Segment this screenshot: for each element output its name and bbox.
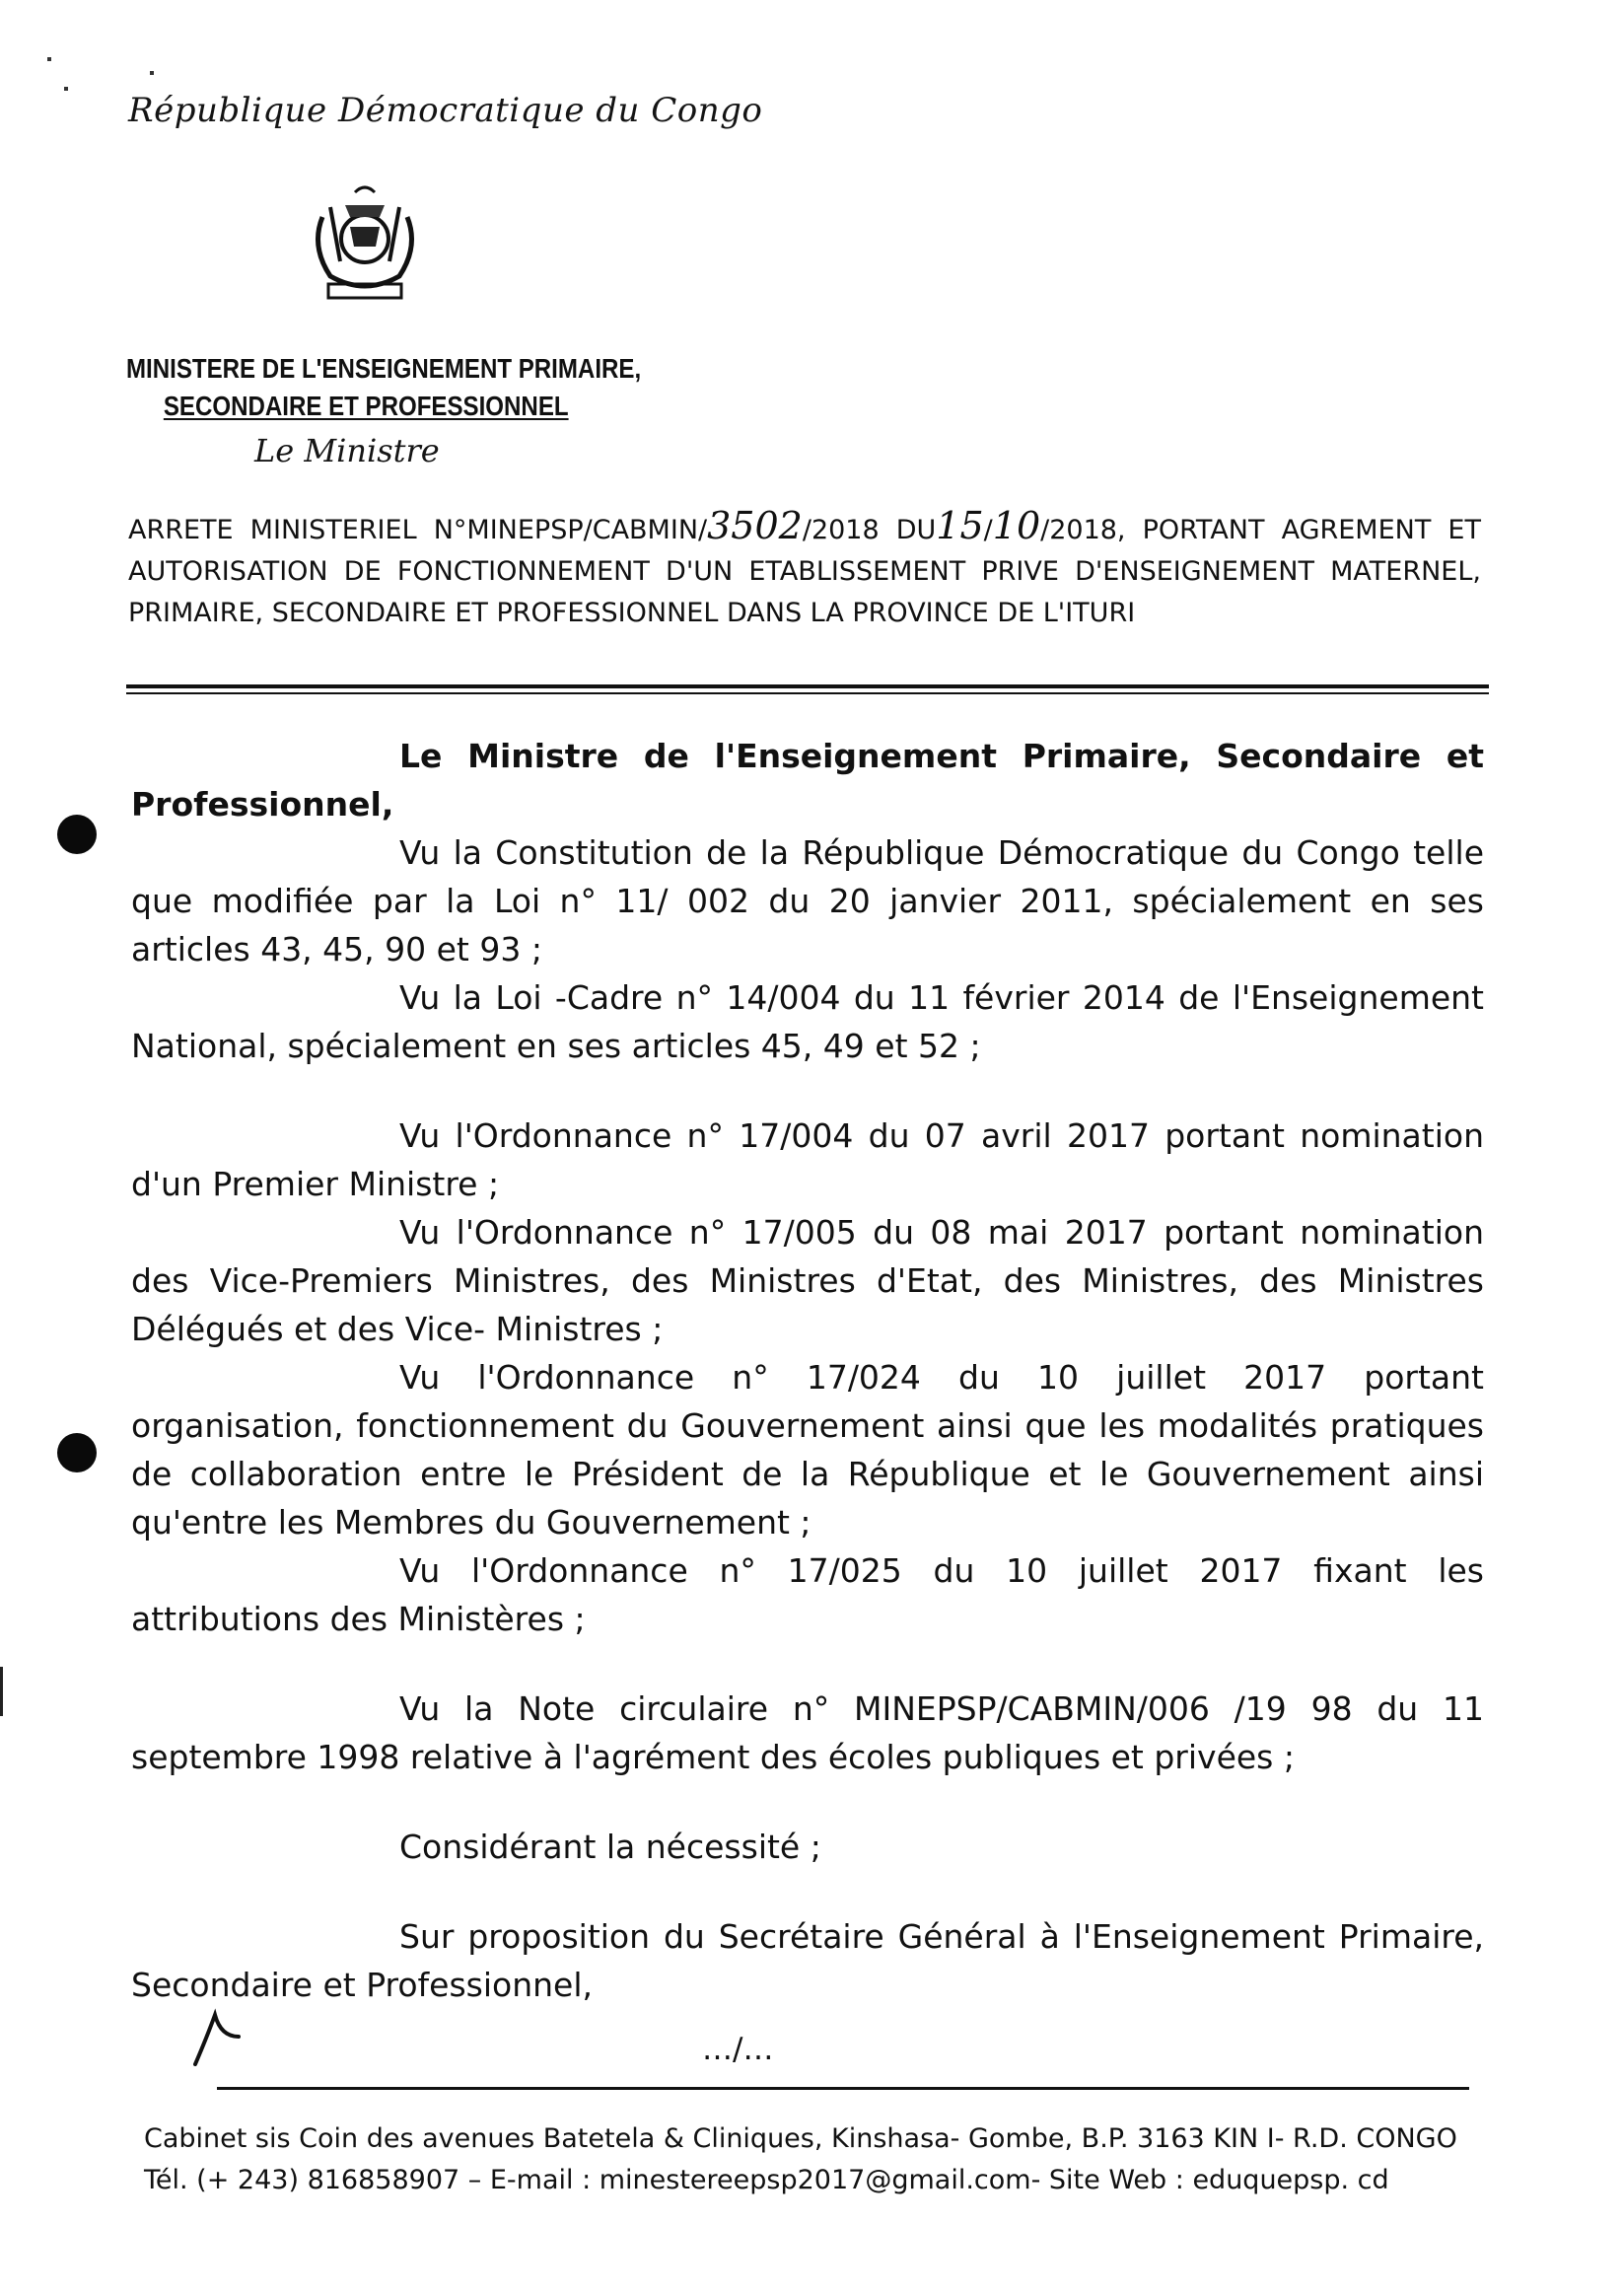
ministry-line-2: SECONDAIRE ET PROFESSIONNEL	[163, 391, 569, 421]
arrete-title	[128, 505, 1481, 634]
footer-contact: Tél. (+ 243) 816858907 – E-mail : minestereepsp2017@gmail.com- Site Web : eduquepsp. cd	[144, 2165, 1389, 2195]
republic-name: République Démocratique du Congo	[128, 91, 763, 130]
visa-constitution: Vu la Constitution de la République Démocratique du Congo telle que modifiée par la Loi n° 11/ 002 du 20 janvier 2011, spécialement en ses articles 43, 45, 90 et 93 ;	[131, 833, 1484, 969]
arrete-subject: /2018, PORTANT AGREMENT ET AUTORISATION DE FONCTIONNEMENT D'UN ETABLISSEMENT PRIVE D'ENSEIGNEMENT MATERNEL, PRIMAIRE, SECONDAIRE ET PROFESSIONNEL DANS LA PROVINCE DE L'ITURI	[128, 515, 1481, 628]
arrete-day-handwritten: 15	[936, 504, 984, 547]
visa-ordonnance-organisation: Vu l'Ordonnance n° 17/024 du 10 juillet 2017 portant organisation, fonctionnement du Gouvernement ainsi que les modalités pratiques de collaboration entre le Président de la République et le Gouvernement ainsi qu'entre les Membres du Gouvernement ;	[131, 1358, 1484, 1542]
visa-note-circulaire: Vu la Note circulaire n° MINEPSP/CABMIN/006 /19 98 du 11 septembre 1998 relative à l'agrément des écoles publiques et privées ;	[131, 1689, 1484, 1776]
punch-hole	[57, 815, 97, 854]
arrete-prefix: ARRETE MINISTERIEL N°MINEPSP/CABMIN/	[128, 515, 708, 545]
visa-ordonnance-attributions: Vu l'Ordonnance n° 17/025 du 10 juillet 2017 fixant les attributions des Ministères ;	[131, 1551, 1484, 1638]
visa-ordonnance-premier-ministre: Vu l'Ordonnance n° 17/004 du 07 avril 2017 portant nomination d'un Premier Ministre ;	[131, 1116, 1484, 1203]
scan-speck	[64, 87, 68, 91]
arrete-month-handwritten: 10	[992, 504, 1041, 547]
footer-rule	[217, 2087, 1469, 2090]
continuation-mark: …/…	[702, 2032, 774, 2067]
scan-speck	[150, 71, 154, 75]
signatory-title: Le Ministre	[254, 432, 440, 469]
arrete-number-handwritten: 3502	[707, 504, 803, 547]
paraphe-initial-mark	[187, 2007, 247, 2066]
body-heading: Le Ministre de l'Enseignement Primaire, Secondaire et Professionnel,	[131, 737, 1484, 824]
title-double-rule	[126, 684, 1489, 694]
arrete-year: /2018 DU	[802, 515, 937, 545]
scan-edge-mark	[0, 1667, 3, 1716]
visa-ordonnance-ministres: Vu l'Ordonnance n° 17/005 du 08 mai 2017 portant nomination des Vice-Premiers Ministres, des Ministres d'Etat, des Ministres, des Ministres Délégués et des Vice- Ministres ;	[131, 1213, 1484, 1348]
ministry-line-1: MINISTERE DE L'ENSEIGNEMENT PRIMAIRE,	[126, 353, 642, 384]
document-body	[131, 732, 1484, 2009]
date-separator: /	[983, 515, 993, 545]
scan-speck	[47, 57, 51, 61]
footer-address: Cabinet sis Coin des avenues Batetela & Cliniques, Kinshasa- Gombe, B.P. 3163 KIN I- R.D. CONGO	[144, 2123, 1457, 2154]
visa-loi-cadre: Vu la Loi -Cadre n° 14/004 du 11 février 2014 de l'Enseignement National, spécialement en ses articles 45, 49 et 52 ;	[131, 978, 1484, 1065]
ministry-name	[126, 350, 641, 425]
footer	[144, 2118, 1485, 2201]
sur-proposition: Sur proposition du Secrétaire Général à l'Enseignement Primaire, Secondaire et Professionnel,	[131, 1917, 1484, 2004]
coat-of-arms-emblem	[301, 178, 429, 306]
considerant: Considérant la nécessité ;	[399, 1828, 821, 1866]
punch-hole	[57, 1433, 97, 1472]
